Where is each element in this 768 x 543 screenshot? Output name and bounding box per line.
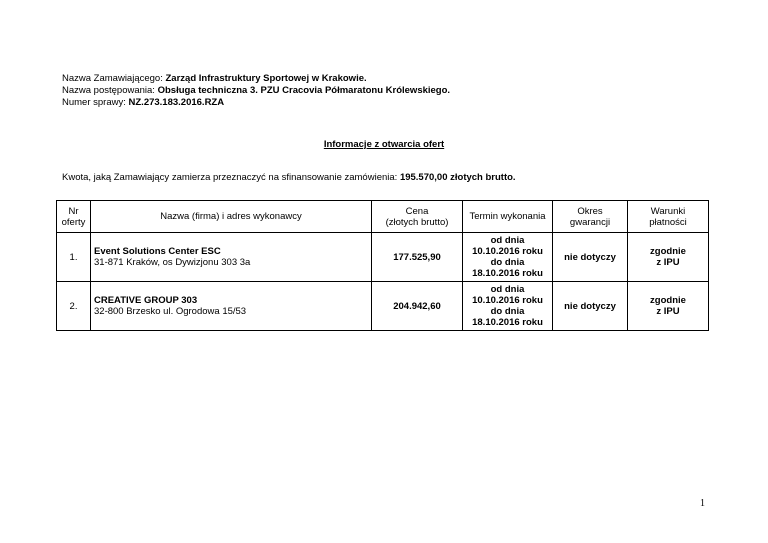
contracting-authority-label: Nazwa Zamawiającego: xyxy=(62,73,166,84)
offer-price: 177.525,90 xyxy=(372,233,463,282)
budget-amount-value: 195.570,00 złotych brutto. xyxy=(399,172,516,183)
case-number-label: Numer sprawy: xyxy=(62,97,129,108)
contractor-name: Event Solutions Center ESC xyxy=(94,246,221,257)
document-title: Informacje z otwarcia ofert xyxy=(323,139,445,150)
header-price: Cena (złotych brutto) xyxy=(372,201,463,233)
header-offer-number: Nr oferty xyxy=(57,201,91,233)
procedure-name-line xyxy=(62,85,450,97)
completion-term: od dnia 10.10.2016 roku do dnia 18.10.2016 roku xyxy=(463,282,553,331)
completion-term: od dnia 10.10.2016 roku do dnia 18.10.2016 roku xyxy=(463,233,553,282)
contracting-authority-line xyxy=(62,73,450,85)
offers-table xyxy=(56,200,709,331)
contractor-address: 31-871 Kraków, os Dywizjonu 303 3a xyxy=(94,257,251,268)
contractor-cell xyxy=(91,233,372,282)
contractor-name: CREATIVE GROUP 303 xyxy=(94,295,198,306)
guarantee-period: nie dotyczy xyxy=(553,233,628,282)
case-number-value: NZ.273.183.2016.RZA xyxy=(128,97,225,108)
offer-price: 204.942,60 xyxy=(372,282,463,331)
header-guarantee-period: Okres gwarancji xyxy=(553,201,628,233)
document-header xyxy=(62,73,450,109)
header-contractor-name: Nazwa (firma) i adres wykonawcy xyxy=(91,201,372,233)
table-row xyxy=(57,282,709,331)
payment-terms: zgodnie z IPU xyxy=(628,282,709,331)
contracting-authority-value: Zarząd Infrastruktury Sportowej w Krakowie. xyxy=(165,73,367,84)
offer-number: 2. xyxy=(57,282,91,331)
header-payment-terms: Warunki płatności xyxy=(628,201,709,233)
procedure-name-value: Obsługa techniczna 3. PZU Cracovia Półmaratonu Królewskiego. xyxy=(157,85,451,96)
procedure-name-label: Nazwa postępowania: xyxy=(62,85,158,96)
page-number: 1 xyxy=(700,498,705,509)
contractor-cell xyxy=(91,282,372,331)
header-completion-term: Termin wykonania xyxy=(463,201,553,233)
guarantee-period: nie dotyczy xyxy=(553,282,628,331)
budget-amount-label: Kwota, jaką Zamawiający zamierza przeznaczyć na sfinansowanie zamówienia: xyxy=(62,172,400,183)
offer-number: 1. xyxy=(57,233,91,282)
contractor-address: 32-800 Brzesko ul. Ogrodowa 15/53 xyxy=(94,306,247,317)
table-header-row xyxy=(57,201,709,233)
table-row xyxy=(57,233,709,282)
case-number-line xyxy=(62,97,450,109)
payment-terms: zgodnie z IPU xyxy=(628,233,709,282)
budget-amount-line xyxy=(62,172,516,183)
